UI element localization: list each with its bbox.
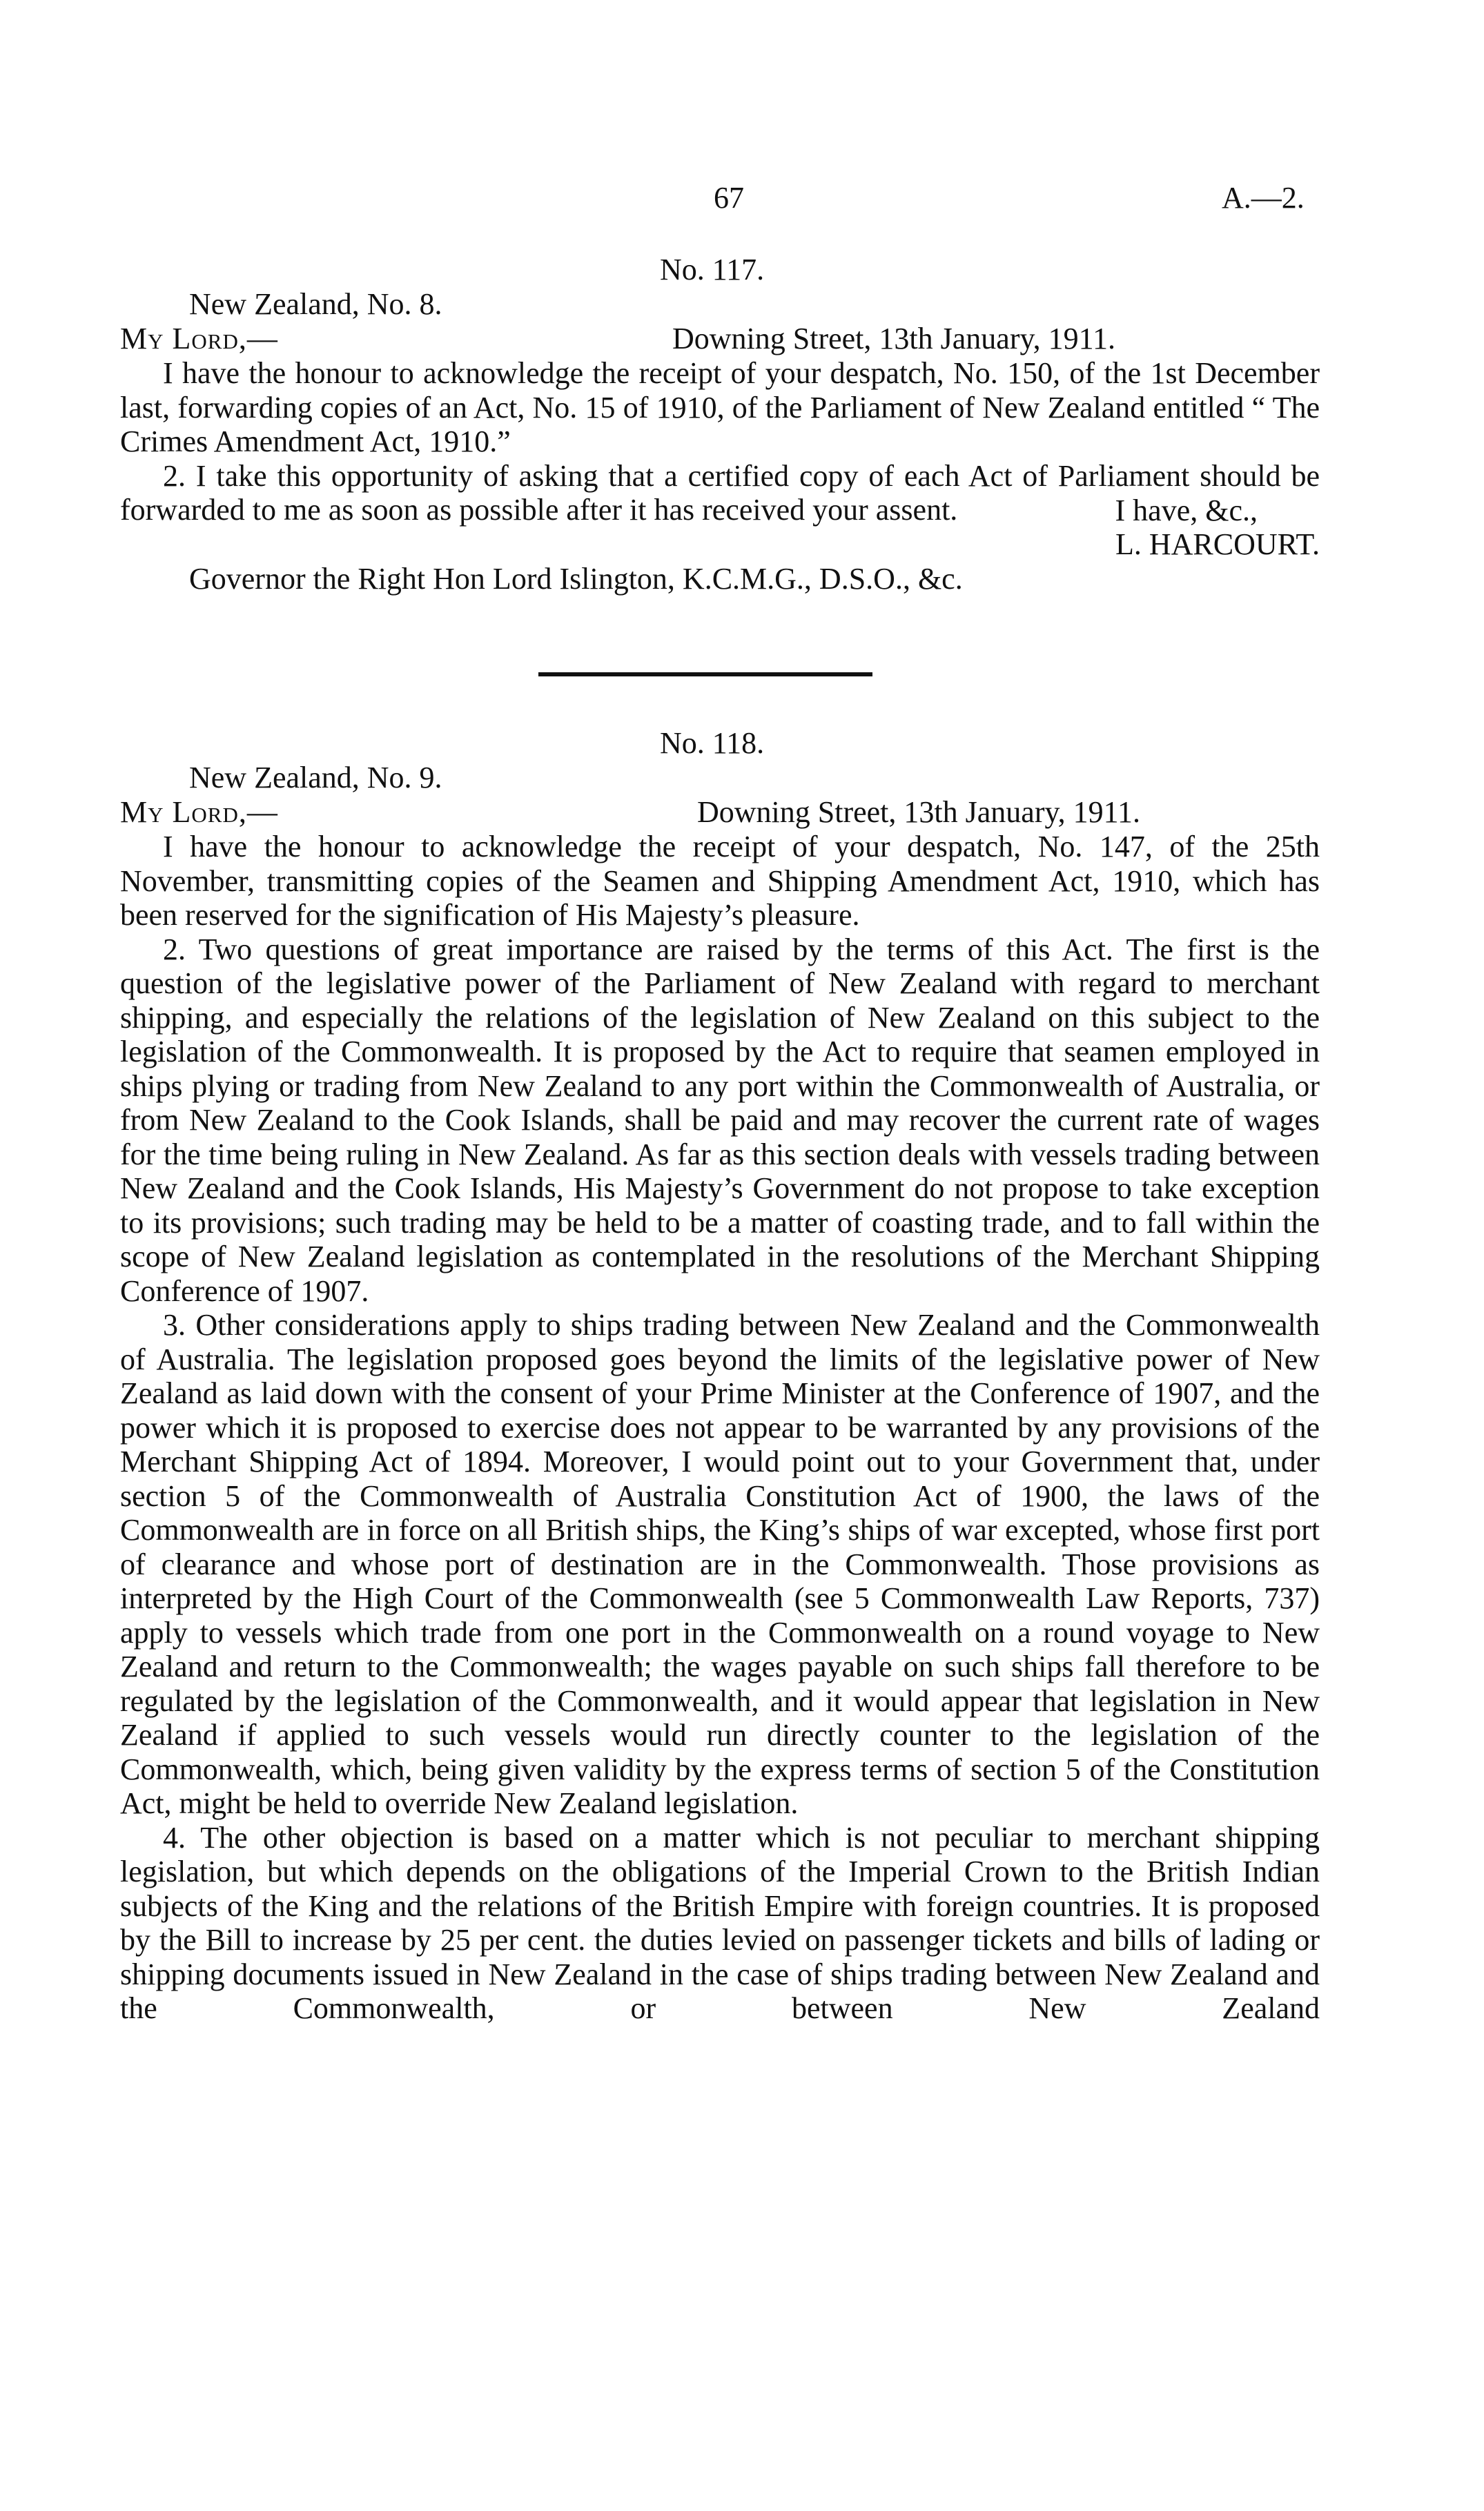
despatch-118-place-date: Downing Street, 13th January, 1911. <box>697 795 1140 829</box>
despatch-118-series: New Zealand, No. 9. <box>189 761 442 794</box>
despatch-117-salutation: My Lord,— <box>120 322 278 355</box>
despatch-118-salutation: My Lord,— <box>120 795 278 829</box>
despatch-118-paragraph-2: 2. Two questions of great importance are raised by the terms of this Act. The first is the question of the legislative power of the Parliament of New Zealand with regard to merchant shipping, and especially the relations of the legislation of New Zealand on this subject to the legislation of the Commonwealth. It is proposed by the Act to require that seamen employed in ships plying or trading from New Zealand to any port within the Commonwealth of Australia, or from New Zealand to the Cook Islands, shall be paid and may recover the current rate of wages for the time being ruling in New Zealand. As far as this section deals with vessels trading between New Zealand and the Cook Islands, His Majesty’s Government do not propose to take exception to its provisions; such trading may be held to be a matter of coasting trade, and to fall within the scope of New Zealand legislation as contemplated in the resolutions of the Merchant Shipping Conference of 1907. <box>120 932 1320 1308</box>
despatch-117-paragraph-2: 2. I take this opportunity of asking that a certified copy of each Act of Parliament should be forwarded to me as soon as possible after it has received your assent. <box>120 458 1320 527</box>
despatch-117-addressee: Governor the Right Hon Lord Islington, K.C.M.G., D.S.O., &c. <box>189 561 963 596</box>
despatch-117-body <box>120 356 1320 596</box>
despatch-117-paragraph-1: I have the honour to acknowledge the receipt of your despatch, No. 150, of the 1st December last, forwarding copies of an Act, No. 15 of 1910, of the Parliament of New Zealand entitled “ The Crimes Amendment Act, 1910.” <box>120 356 1320 458</box>
section-divider <box>538 672 872 676</box>
despatch-118-number: No. 118. <box>660 726 765 760</box>
page-number: 67 <box>714 181 744 215</box>
despatch-117-closing: I have, &c., <box>1115 493 1258 527</box>
despatch-118-paragraph-3: 3. Other considerations apply to ships trading between New Zealand and the Commonwealth of Australia. The legislation proposed goes beyond the limits of the legislative power of New Zealand as laid down with the consent of your Prime Minister at the Conference of 1907, and the power which it is proposed to exercise does not appear to be warranted by any provisions of the Merchant Shipping Act of 1894. Moreover, I would point out to your Government that, under section 5 of the Commonwealth of Australia Constitution Act of 1900, the laws of the Commonwealth are in force on all British ships, the King’s ships of war excepted, whose first port of clearance and whose port of destination are in the Commonwealth. Those provisions as interpreted by the High Court of the Commonwealth (see 5 Commonwealth Law Reports, 737) apply to vessels which trade from one port in the Commonwealth on a round voyage to New Zealand and return to the Commonwealth; the wages payable on such ships fall therefore to be regulated by the legislation of the Commonwealth, and it would appear that legislation in New Zealand if applied to such vessels would run directly counter to the legislation of the Commonwealth, which, being given validity by the express terms of section 5 of the Constitution Act, might be held to override New Zealand legislation. <box>120 1308 1320 1820</box>
despatch-118-body <box>120 830 1320 2026</box>
despatch-118-paragraph-4: 4. The other objection is based on a matter which is not peculiar to merchant shipping legislation, but which depends on the obligations of the Imperial Crown to the British Indian subjects of the King and the relations of the British Empire with foreign countries. It is proposed by the Bill to increase by 25 per cent. the duties levied on passenger tickets and bills of lading or shipping documents issued in New Zealand in the case of ships trading between New Zealand and the Commonwealth, or between New Zealand <box>120 1820 1320 2025</box>
despatch-118-paragraph-1: I have the honour to acknowledge the receipt of your despatch, No. 147, of the 25th November, transmitting copies of the Seamen and Shipping Amendment Act, 1910, which has been reserved for the signification of His Majesty’s pleasure. <box>120 830 1320 932</box>
despatch-117-place-date: Downing Street, 13th January, 1911. <box>672 322 1115 355</box>
despatch-117-signature: L. HARCOURT. <box>1115 527 1320 561</box>
document-reference: A.—2. <box>1222 181 1305 215</box>
despatch-117-number: No. 117. <box>660 253 765 286</box>
despatch-117-series: New Zealand, No. 8. <box>189 287 442 321</box>
